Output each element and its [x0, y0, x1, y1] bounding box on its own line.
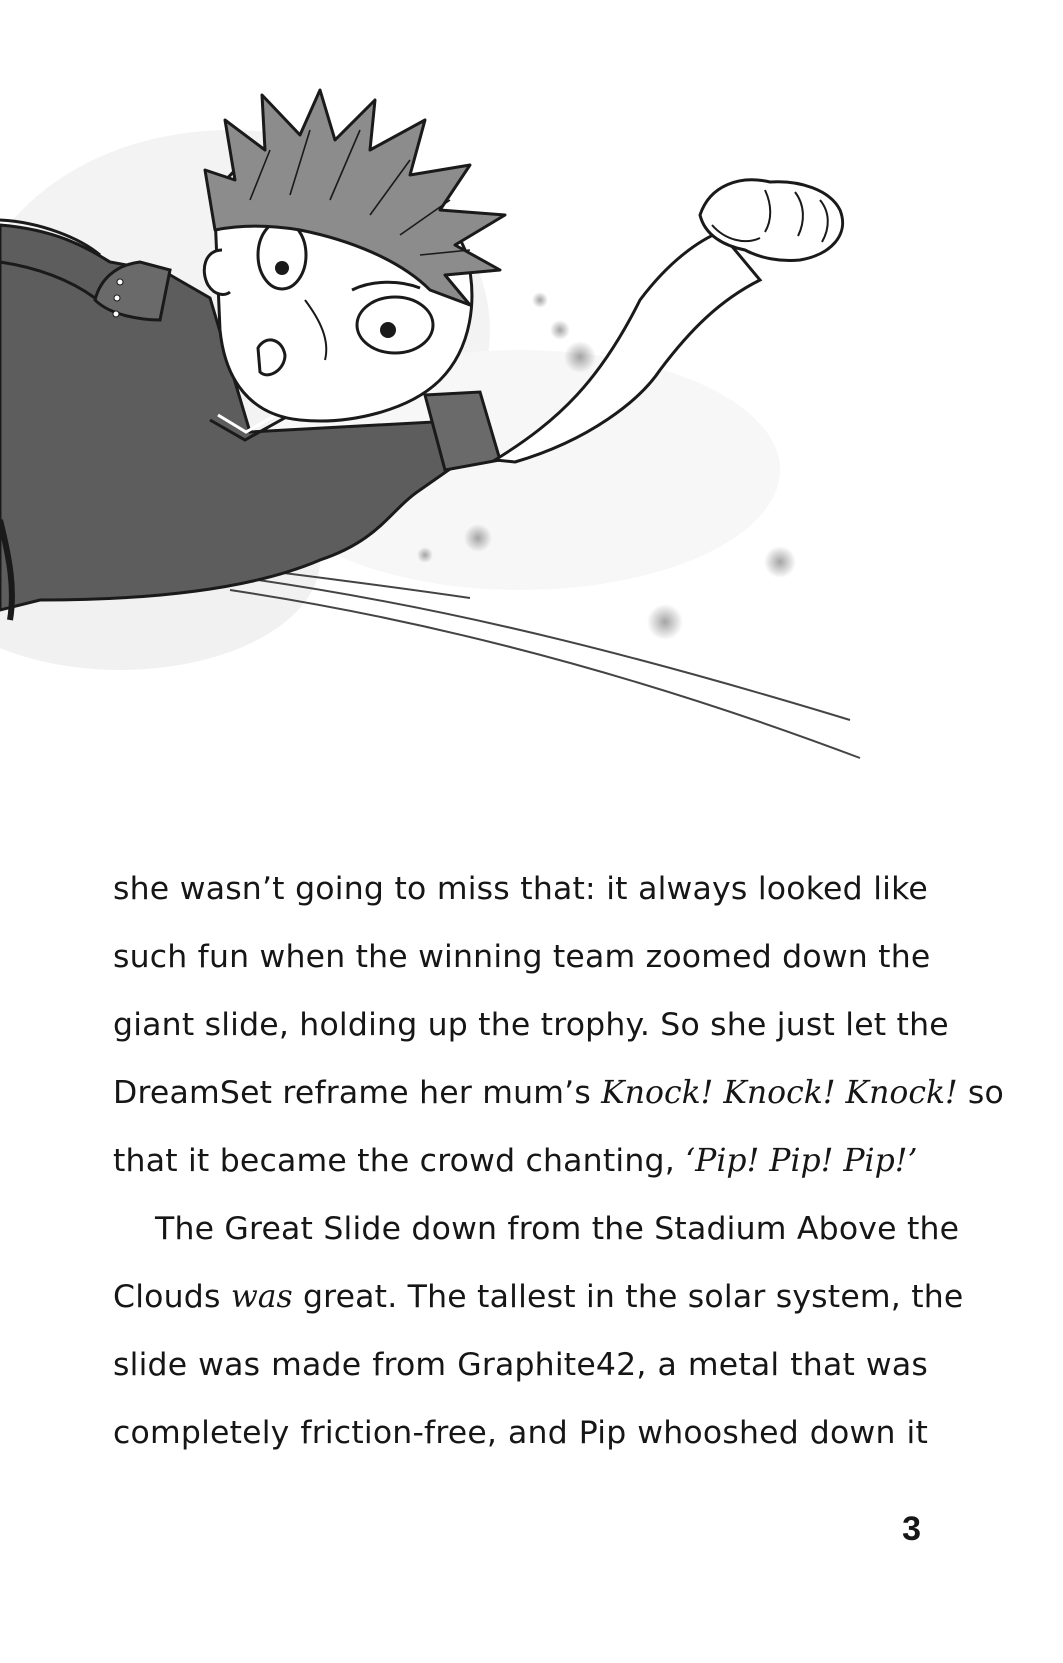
text-line-1: she wasn’t going to miss that: it always looked like [113, 871, 928, 907]
text-line-7a: Clouds [113, 1279, 231, 1315]
boy-flying-illustration [0, 0, 1063, 780]
text-line-5a: that it became the crowd chanting, [113, 1143, 686, 1179]
text-line [113, 1331, 928, 1399]
text-line [113, 1059, 1005, 1127]
text-line [113, 1399, 928, 1467]
page-number: 3 [902, 1510, 921, 1548]
text-line [113, 1127, 928, 1195]
text-line [113, 991, 949, 1059]
text-line-2: such fun when the winning team zoomed down the [113, 939, 931, 975]
text-line [113, 1263, 964, 1331]
text-line [113, 1195, 960, 1263]
text-line [113, 855, 928, 923]
text-line-7c: great. The tallest in the solar system, the [292, 1279, 964, 1315]
text-line-4c: so [957, 1075, 1005, 1111]
text-line-5-italic: ‘Pip! Pip! Pip!’ [685, 1143, 918, 1179]
text-line-4-italic: Knock! Knock! Knock! [601, 1075, 958, 1111]
text-line-9: completely friction-free, and Pip whooshed down it [113, 1415, 928, 1451]
text-line-3: giant slide, holding up the trophy. So she just let the [113, 1007, 949, 1043]
story-text [113, 855, 1005, 1467]
text-line-8: slide was made from Graphite42, a metal that was [113, 1347, 928, 1383]
text-line-6: The Great Slide down from the Stadium Above the [155, 1211, 960, 1247]
text-line [113, 923, 931, 991]
text-line-7-italic: was [230, 1279, 293, 1315]
text-line-4a: DreamSet reframe her mum’s [113, 1075, 602, 1111]
